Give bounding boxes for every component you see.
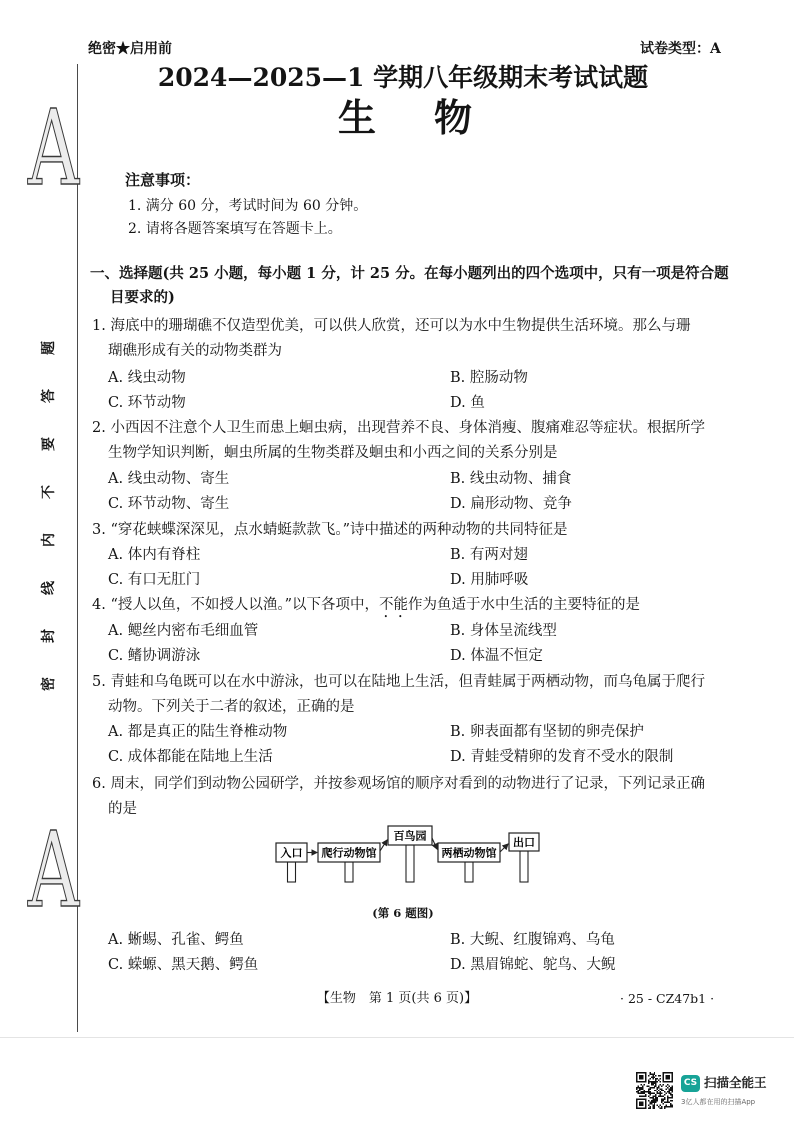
subject-title: 生物 xyxy=(338,95,531,140)
node-label-bird-garden: 百鸟园 xyxy=(393,829,427,843)
signpost-pole xyxy=(406,845,414,882)
flow-arrow xyxy=(432,838,437,849)
q1-option-b: B. 腔肠动物 xyxy=(450,370,528,386)
q2-stem: 2. 小西因不注意个人卫生而患上蛔虫病，出现营养不良、身体消瘦、腹痛难忍等症状。根据所学 xyxy=(92,420,705,436)
q1-stem-cont: 瑚礁形成有关的动物类群为 xyxy=(108,343,282,359)
q4-option-a: A. 鳃丝内密布毛细血管 xyxy=(108,623,259,639)
notice-item: 1. 满分 60 分，考试时间为 60 分钟。 xyxy=(128,198,368,214)
scanner-tagline: 3亿人都在用的扫描App xyxy=(681,1098,756,1106)
node-label-entrance: 入口 xyxy=(280,846,303,860)
q5-option-d: D. 青蛙受精卵的发育不受水的限制 xyxy=(450,749,674,765)
q4-option-b: B. 身体呈流线型 xyxy=(450,623,557,639)
q1-option-a: A. 线虫动物 xyxy=(108,370,186,386)
q6-stem: 6. 周末，同学们到动物公园研学，并按参观场馆的顺序对看到的动物进行了记录，下列记录正确 xyxy=(92,776,705,792)
q6-option-c: C. 蝾螈、黑天鹅、鳄鱼 xyxy=(108,957,259,973)
q5-option-b: B. 卵表面都有坚韧的卵壳保护 xyxy=(450,724,644,740)
node-label-reptile-hall: 爬行动物馆 xyxy=(321,846,377,860)
q2-option-b: B. 线虫动物、捕食 xyxy=(450,471,572,487)
q2-stem-cont: 生物学知识判断，蛔虫所属的生物类群及蛔虫和小西之间的关系分别是 xyxy=(108,445,558,461)
margin-letter-a-bottom: A xyxy=(28,809,80,931)
q2-option-a: A. 线虫动物、寄生 xyxy=(108,471,230,487)
node-label-exit: 出口 xyxy=(513,836,535,849)
camscanner-logo xyxy=(681,1075,700,1092)
signpost-pole xyxy=(465,862,473,882)
scanner-brand-name: 扫描全能王 xyxy=(704,1075,767,1090)
q6-option-d: D. 黑眉锦蛇、鸵鸟、大鲵 xyxy=(450,957,616,973)
paper-code: · 25 - CZ47b1 · xyxy=(620,991,715,1006)
node-label-amphibian-hall: 两栖动物馆 xyxy=(441,846,497,860)
q5-option-a: A. 都是真正的陆生脊椎动物 xyxy=(108,724,288,740)
q4-stem-part: 作为鱼适于水中生活的主要特征的是 xyxy=(408,597,641,613)
q3-option-b: B. 有两对翅 xyxy=(450,547,528,563)
q4-option-c: C. 鳍协调游泳 xyxy=(108,648,201,664)
q1-stem: 1. 海底中的珊瑚礁不仅造型优美，可以供人欣赏，还可以为水中生物提供生活环境。那么与珊 xyxy=(92,318,691,334)
q5-stem-cont: 动物。下列关于二者的叙述，正确的是 xyxy=(108,699,355,715)
exam-title: 2024—2025—1 学期八年级期末考试试题 xyxy=(157,63,649,92)
signpost-pole xyxy=(520,851,528,882)
q3-option-c: C. 有口无肛门 xyxy=(108,572,201,588)
q3-option-a: A. 体内有脊柱 xyxy=(108,547,201,563)
signpost-pole xyxy=(288,862,296,882)
secrecy-label: 绝密★启用前 xyxy=(88,41,172,57)
q6-stem-cont: 的是 xyxy=(108,801,137,817)
paper-type-label: 试卷类型：A xyxy=(640,41,721,57)
q3-stem: 3. “穿花蛱蝶深深见，点水蜻蜓款款飞。”诗中描述的两种动物的共同特征是 xyxy=(92,522,568,538)
notice-item: 2. 请将各题答案填写在答题卡上。 xyxy=(128,221,342,237)
flow-arrow xyxy=(380,840,387,851)
q2-option-c: C. 环节动物、寄生 xyxy=(108,496,230,512)
q4-stem xyxy=(92,595,640,621)
q2-option-d: D. 扁形动物、竞争 xyxy=(450,496,572,512)
seal-line-notice: 密封线内不要答题 xyxy=(41,307,57,691)
figure-caption: (第 6 题图) xyxy=(372,906,434,920)
qr-code xyxy=(636,1072,673,1109)
route-diagram xyxy=(270,818,545,886)
q4-emphasized-word: 不能 xyxy=(379,597,409,613)
notice-heading: 注意事项： xyxy=(125,171,201,189)
q4-stem-part: 4. “授人以鱼，不如授人以渔。”以下各项中， xyxy=(92,597,380,613)
signpost-pole xyxy=(345,862,353,882)
section-heading: 一、选择题(共 25 小题，每小题 1 分，计 25 分。在每小题列出的四个选项中，只有一项是符合题 xyxy=(90,265,729,282)
q6-option-b: B. 大鲵、红腹锦鸡、乌龟 xyxy=(450,932,615,948)
margin-letter-a-top: A xyxy=(28,87,80,209)
section-heading-cont: 目要求的) xyxy=(110,289,175,306)
q4-option-d: D. 体温不恒定 xyxy=(450,648,543,664)
flow-arrow xyxy=(500,844,508,852)
q5-option-c: C. 成体都能在陆地上生活 xyxy=(108,749,273,765)
q1-option-c: C. 环节动物 xyxy=(108,395,186,411)
q6-option-a: A. 蜥蜴、孔雀、鳄鱼 xyxy=(108,932,244,948)
page-footer-label: 【生物 第 1 页(共 6 页)】 xyxy=(316,991,478,1006)
paper-edge xyxy=(0,1037,794,1038)
q3-option-d: D. 用肺呼吸 xyxy=(450,572,529,588)
q5-stem: 5. 青蛙和乌龟既可以在水中游泳，也可以在陆地上生活，但青蛙属于两栖动物，而乌龟属于爬行 xyxy=(92,674,705,690)
q1-option-d: D. 鱼 xyxy=(450,395,485,411)
logo-text: CS xyxy=(683,1078,698,1088)
